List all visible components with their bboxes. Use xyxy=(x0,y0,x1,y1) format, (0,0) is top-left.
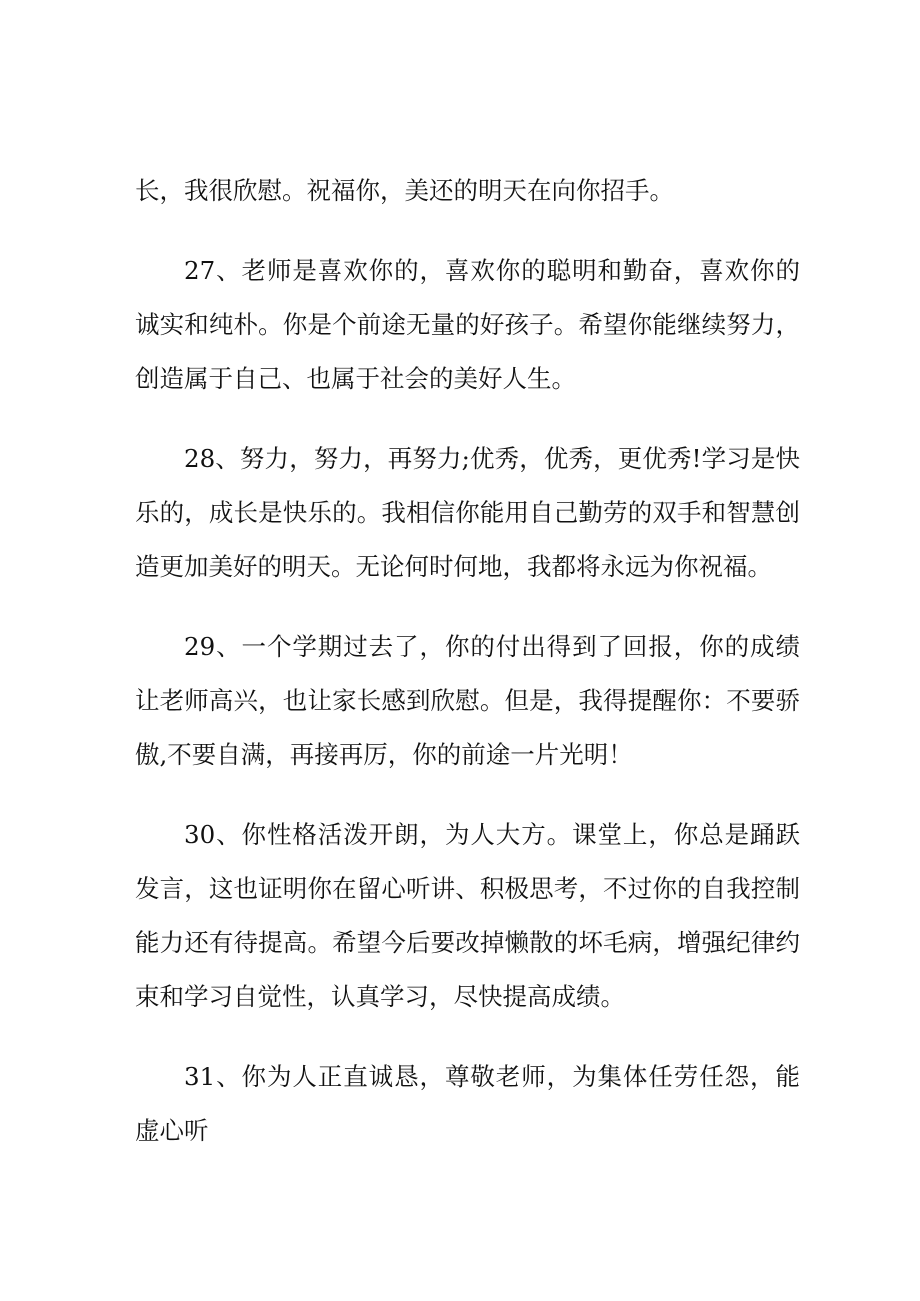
paragraph-28: 28、努力，努力，再努力;优秀，优秀，更优秀!学习是快乐的，成长是快乐的。我相信你能用自己勤劳的双手和智慧创造更加美好的明天。无论何时何地，我都将永远为你祝福。 xyxy=(135,444,800,581)
paragraph-31: 31、你为人正直诚恳，尊敬老师，为集体任劳任怨，能虚心听 xyxy=(135,1062,800,1145)
paragraph-continuation: 长，我很欣慰。祝福你，美还的明天在向你招手。 xyxy=(135,176,674,205)
paragraph-29: 29、一个学期过去了，你的付出得到了回报，你的成绩让老师高兴，也让家长感到欣慰。但是，我得提醒你：不要骄傲,不要自满，再接再厉，你的前途一片光明！ xyxy=(135,632,800,769)
document-body xyxy=(135,164,800,1184)
paragraph-30: 30、你性格活泼开朗，为人大方。课堂上，你总是踊跃发言，这也证明你在留心听讲、积极思考，不过你的自我控制能力还有待提高。希望今后要改掉懒散的坏毛病，增强纪律约束和学习自觉性，认真学习，尽快提高成绩。 xyxy=(135,820,800,1011)
paragraph-27: 27、老师是喜欢你的，喜欢你的聪明和勤奋，喜欢你的诚实和纯朴。你是个前途无量的好孩子。希望你能继续努力，创造属于自己、也属于社会的美好人生。 xyxy=(135,256,800,393)
